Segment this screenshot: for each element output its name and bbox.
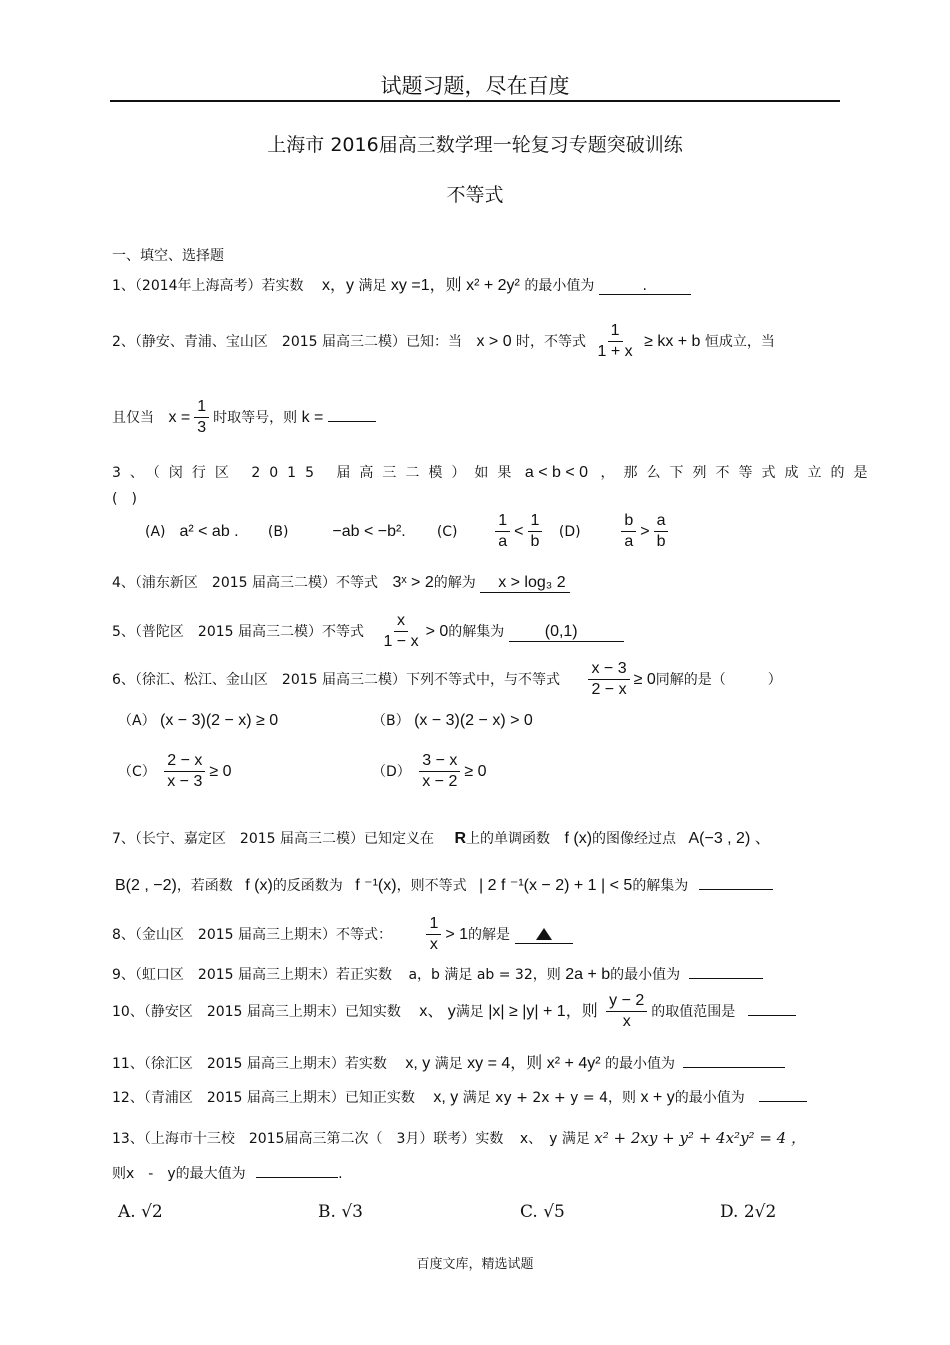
doc-subtitle: 不等式: [446, 184, 504, 206]
q1-text: 1、（2014年上海高考）若实数: [112, 278, 304, 294]
q3d-r-num: a: [654, 512, 669, 532]
q10-text: 10、（静安区 2015 届高三上期末）已知实数: [112, 1003, 401, 1020]
q7b-text: ，若函数: [176, 878, 233, 894]
q13-opt-b-label: B.: [318, 1202, 336, 1222]
page-footer: 百度文库，精选试题: [416, 1257, 534, 1272]
q10-cond: |x| ≥ |y| + 1，则: [488, 1002, 598, 1020]
q3-paren: ( ): [112, 491, 137, 507]
q9-text: 9、（虹口区 2015 届高三上期末）若正实数: [112, 967, 392, 983]
q13-option-a: [118, 1202, 163, 1222]
q10-tail: 的取值范围是: [651, 1003, 736, 1020]
q6d-rhs: ≥ 0: [464, 762, 487, 780]
q6-frac-den: 2 − x: [591, 681, 627, 699]
q4-mid: 的解为: [433, 575, 476, 591]
q6-option-a: [118, 710, 278, 730]
q10-mid: 满足: [455, 1003, 484, 1020]
q7-text: 7、（长宁、嘉定区 2015 届高三二模）已知定义在: [112, 831, 434, 847]
q13-end: .: [338, 1166, 343, 1182]
q8-tail: 的解是: [468, 926, 511, 943]
question-12: [112, 1087, 807, 1107]
q13-option-c: [520, 1202, 565, 1222]
q6-option-b: [372, 710, 533, 730]
question-6: [112, 660, 782, 700]
q13-opt-a-value: √2: [141, 1202, 163, 1222]
question-2-cont: [112, 398, 376, 438]
q12-mid: 满足: [462, 1090, 491, 1106]
q10-vars: x、 y: [419, 1002, 456, 1020]
question-5: [112, 612, 624, 652]
q7b-tail: 的解集为: [632, 878, 689, 894]
q10-answer-blank: [748, 1015, 796, 1016]
q11-vars: x, y: [405, 1055, 431, 1072]
q2b-lhs: x =: [168, 408, 191, 426]
q3-opt-d-label: (D): [558, 523, 581, 540]
q6-opt-b-label: （B）: [372, 713, 410, 729]
q4-text: 4、（浦东新区 2015 届高三二模）不等式: [112, 575, 378, 591]
question-9: [112, 964, 763, 984]
q1-answer-blank: .: [599, 278, 691, 295]
triangle-icon: [536, 928, 552, 940]
q1-vars: x，y: [322, 277, 355, 294]
q2-frac-den: 1 + x: [597, 343, 633, 361]
q13-opt-b-value: √3: [341, 1202, 363, 1222]
q12-answer-blank: [759, 1101, 807, 1102]
q6-option-d: [372, 752, 487, 792]
q2b-mid: 时取等号，则: [213, 409, 298, 426]
q6-opt-d-label: （D）: [372, 763, 411, 780]
q8-answer-blank: [515, 927, 573, 944]
q12-vars: x, y: [433, 1089, 459, 1106]
q1-expr: x² + 2y²: [466, 277, 520, 294]
q5-frac-den: 1 − x: [383, 633, 419, 651]
q3-opt-b-label: (B): [267, 523, 289, 540]
q6d-den: x − 2: [422, 773, 458, 791]
q5-fraction: [380, 612, 421, 652]
q13-opt-d-value: 2√2: [743, 1202, 777, 1222]
q1-cond-label: 满足: [358, 278, 387, 294]
q5-answer: (0,1): [509, 623, 624, 642]
q3-opt-d-frac-right: [654, 512, 669, 552]
q2-frac-num: 1: [608, 322, 623, 342]
q7-answer-blank: [699, 889, 773, 890]
q2b-text: 且仅当: [112, 409, 154, 426]
doc-title: 上海市 2016届高三数学理一轮复习专题突破训练: [267, 134, 683, 156]
q3c-op: <: [514, 522, 524, 540]
question-13-cont: [112, 1163, 343, 1183]
q7-fx: f (x): [564, 830, 593, 847]
q10-frac-num: y − 2: [606, 992, 647, 1012]
q3c-r-den: b: [530, 533, 540, 551]
q7-point-a: A(−3 , 2) 、: [688, 830, 771, 847]
q7-R: R: [454, 830, 467, 847]
q6-fraction: [588, 660, 629, 700]
q13-opt-c-label: C.: [520, 1202, 538, 1222]
question-7: [112, 825, 771, 848]
q3d-l-num: b: [621, 512, 636, 532]
q13-mid: 满足: [561, 1131, 590, 1147]
q3d-l-den: a: [624, 533, 634, 551]
q7-mid: 上的单调函数: [466, 831, 551, 847]
q6-opt-b: (x − 3)(2 − x) > 0: [414, 712, 533, 729]
q5-mid: 的解集为: [448, 623, 505, 640]
q6-opt-a-label: （A）: [118, 713, 156, 729]
q6-tail: 同解的是（ ）: [655, 671, 782, 688]
q2b-frac-den: 3: [197, 419, 207, 437]
q8-text: 8、（金山区 2015 届高三上期末）不等式：: [112, 926, 392, 943]
q8-frac-num: 1: [426, 915, 441, 935]
q2b-k: k =: [301, 408, 324, 426]
q3c-l-num: 1: [495, 512, 510, 532]
q10-frac-den: x: [622, 1013, 631, 1031]
question-4: [112, 572, 570, 593]
q7b-inverse: f ⁻¹(x): [355, 877, 397, 894]
q7-mid2: 的图像经过点: [592, 831, 677, 847]
q2-cond: x > 0: [476, 332, 512, 350]
q3-opt-d-frac-left: [621, 512, 636, 552]
q6d-num: 3 − x: [419, 752, 460, 772]
q6-frac-num: x − 3: [588, 660, 629, 680]
q4-answer: x > log₃ 2: [480, 574, 569, 593]
q9-expr: 2a + b: [565, 966, 611, 983]
q3d-r-den: b: [656, 533, 666, 551]
question-2: [112, 322, 775, 362]
q7b-inequality: | 2 f ⁻¹(x − 2) + 1 | < 5: [479, 877, 633, 894]
q3-cond: a < b < 0: [524, 464, 589, 481]
question-8: [112, 915, 573, 955]
q1-cond: xy =1，则: [390, 277, 462, 294]
q3-opt-c-frac-right: [528, 512, 543, 552]
q13-option-d: [720, 1202, 776, 1222]
q2-answer-blank: [328, 421, 376, 422]
q3-opt-c-frac-left: [495, 512, 510, 552]
q5-text: 5、（普陀区 2015 届高三二模）不等式: [112, 623, 364, 640]
q3-opt-a-label: (A): [145, 523, 166, 540]
q13-opt-a-label: A.: [118, 1202, 136, 1222]
q3-opt-c-label: (C): [436, 523, 458, 540]
question-13: [112, 1127, 806, 1148]
q13-vars: x、 y: [519, 1131, 558, 1147]
q7b-mid2: ，则不等式: [396, 878, 467, 894]
q6-opt-c-frac: [164, 752, 205, 792]
q3c-l-den: a: [498, 533, 508, 551]
q4-expr: 3ˣ > 2: [392, 574, 434, 591]
q3-options: [145, 512, 672, 552]
q2-fraction: [595, 322, 636, 362]
q13-opt-c-value: √5: [543, 1202, 565, 1222]
q13-opt-d-label: D.: [720, 1202, 739, 1222]
q9-vars: a，b: [408, 967, 440, 983]
q8-frac-den: x: [429, 936, 438, 954]
q2-text: 2、（静安、青浦、宝山区 2015 届高三二模）已知：当: [112, 333, 462, 350]
q6c-rhs: ≥ 0: [209, 762, 232, 780]
q11-answer-blank: [683, 1067, 785, 1068]
q6-opt-c-label: （C）: [118, 763, 156, 780]
q13-cond: x² + 2xy + y² + 4x²y² = 4 ，: [594, 1129, 806, 1147]
q6-text: 6、（徐汇、松江、金山区 2015 届高三二模）下列不等式中，与不等式: [112, 671, 560, 688]
q10-fraction: [606, 992, 647, 1032]
q8-rhs: > 1: [445, 925, 469, 943]
q7-point-b: B(2 , −2): [115, 877, 177, 894]
q7b-mid: 的反函数为: [272, 878, 343, 894]
q2-tail: 恒成立，当: [704, 333, 775, 350]
q12-cond: xy + 2x + y = 4，则: [495, 1090, 637, 1106]
q5-frac-num: x: [394, 612, 408, 632]
q6c-num: 2 − x: [164, 752, 205, 772]
question-10: [112, 992, 796, 1032]
q6c-den: x − 3: [167, 773, 203, 791]
q13-option-b: [318, 1202, 363, 1222]
q8-fraction: [426, 915, 441, 955]
q3d-op: >: [640, 522, 650, 540]
q2-mid: 时，不等式: [516, 333, 587, 350]
q2b-frac-num: 1: [194, 398, 209, 418]
q12-expr: x + y: [640, 1089, 675, 1106]
q6-rhs: ≥ 0: [633, 670, 656, 688]
q7b-fx: f (x): [245, 877, 273, 894]
q2-rhs: ≥ kx + b: [644, 332, 701, 350]
section-heading: 一、填空、选择题: [112, 248, 224, 264]
q13-line2: 则x - y的最大值为: [112, 1166, 246, 1182]
q6-option-c: [118, 752, 232, 792]
question-7-cont: [115, 875, 773, 895]
q1-tail: 的最小值为: [524, 278, 595, 294]
page-header: 试题习题，尽在百度: [380, 74, 570, 98]
q13-text: 13、（上海市十三校 2015届高三第二次（ 3月）联考）实数: [112, 1131, 504, 1147]
header-rule: [110, 100, 840, 102]
q9-answer-blank: [689, 978, 763, 979]
q3-opt-b: −ab < −b².: [332, 522, 406, 540]
q11-mid: 满足: [434, 1056, 463, 1072]
question-11: [112, 1050, 785, 1073]
q5-rhs: > 0: [425, 622, 449, 640]
q3-text: 3、（闵行区 2015 届高三二模）如果: [112, 465, 521, 481]
q6-opt-d-frac: [419, 752, 460, 792]
q11-cond: xy = 4，则: [467, 1055, 543, 1072]
q11-tail: 的最小值为: [605, 1056, 675, 1072]
q2b-fraction: [194, 398, 209, 438]
q11-text: 11、（徐汇区 2015 届高三上期末）若实数: [112, 1056, 387, 1072]
q3-opt-a: a² < ab .: [179, 522, 239, 540]
q3-text-b: ，那么下列不等式成立的是: [600, 465, 877, 481]
q13-answer-blank: [256, 1177, 338, 1178]
q6-opt-a: (x − 3)(2 − x) ≥ 0: [160, 712, 279, 729]
q3c-r-num: 1: [528, 512, 543, 532]
q12-tail: 的最小值为: [674, 1090, 745, 1106]
question-3: [112, 462, 877, 482]
q9-tail: 的最小值为: [610, 967, 681, 983]
q9-mid: 满足: [444, 967, 473, 983]
q9-cond: ab = 32，则: [476, 967, 561, 983]
question-1: [112, 272, 691, 295]
q11-expr: x² + 4y²: [546, 1055, 601, 1072]
q12-text: 12、（青浦区 2015 届高三上期末）已知正实数: [112, 1090, 415, 1106]
